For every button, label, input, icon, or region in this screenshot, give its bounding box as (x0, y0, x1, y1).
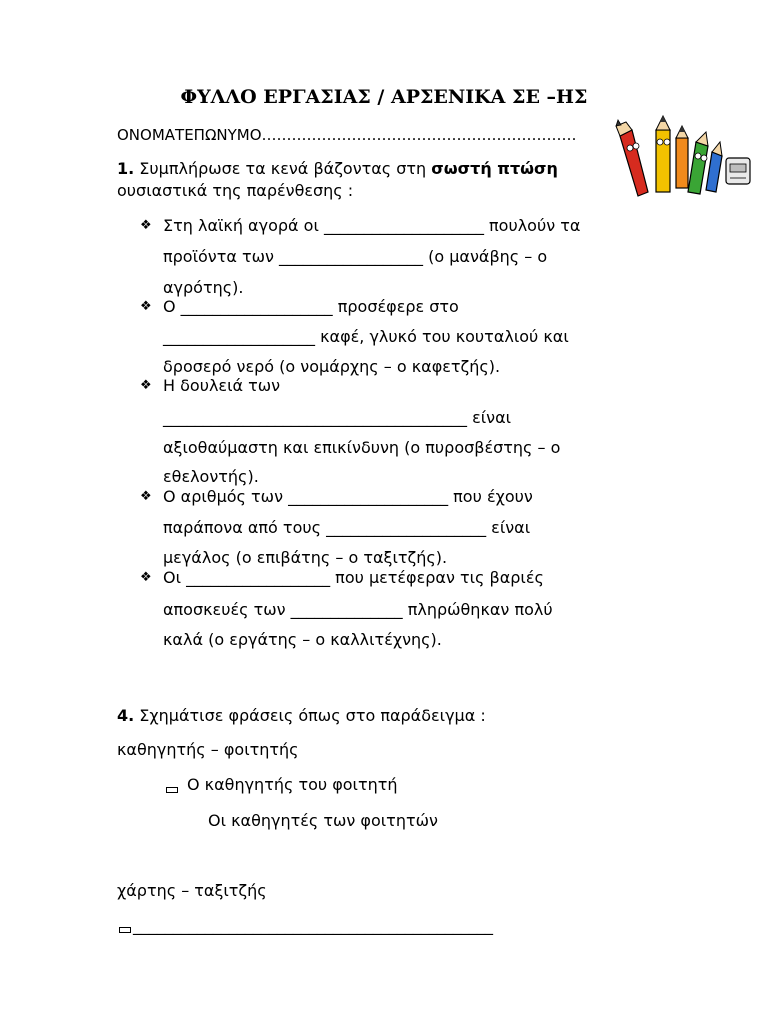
orange-pencil-icon (676, 126, 688, 188)
question-4-text: Σχημάτισε φράσεις όπως στο παράδειγμα : (134, 706, 486, 725)
list-item-line: Η δουλειά των (163, 376, 281, 395)
question-4-number: 4. (117, 706, 135, 725)
blue-pencil-icon (706, 142, 722, 192)
example-pair: καθηγητής – φοιτητής (117, 740, 299, 759)
question-1-line-2: ουσιαστικά της παρένθεσης : (117, 181, 354, 200)
worksheet-title: ΦΥΛΛΟ ΕΡΓΑΣΙΑΣ / ΑΡΣΕΝΙΚΑ ΣΕ –ΗΣ (180, 86, 588, 108)
bullet-icon: ❖ (140, 570, 152, 585)
list-item-line: Στη λαϊκή αγορά οι ____________________ πουλούν τα (163, 216, 581, 235)
list-item-line: ___________________ καφέ, γλυκό του κουταλιού και (163, 327, 569, 346)
question-1-number: 1. (117, 159, 135, 178)
list-item-line: Ο αριθμός των ____________________ που έχουν (163, 487, 533, 506)
list-item-line: ______________________________________ είναι (163, 408, 512, 427)
bullet-icon: ❖ (140, 299, 152, 314)
example-answer-2: Οι καθηγητές των φοιτητών (208, 811, 438, 830)
exercise-pair-2: χάρτης – ταξιτζής (117, 881, 267, 900)
question-4-line (117, 706, 486, 725)
arrow-box-icon (166, 786, 178, 794)
example-answer-1: Ο καθηγητής του φοιτητή (187, 775, 398, 794)
list-item-line: δροσερό νερό (ο νομάρχης – ο καφετζής). (163, 357, 501, 376)
question-1-text: Συμπλήρωσε τα κενά βάζοντας στη (134, 159, 432, 178)
bullet-icon: ❖ (140, 218, 152, 233)
pencils-clipart-icon (612, 108, 760, 202)
yellow-pencil-icon (656, 116, 670, 192)
question-1-bold-text: σωστή πτώση (431, 159, 558, 178)
list-item-line: εθελοντής). (163, 467, 259, 486)
list-item-line: προϊόντα των __________________ (ο μανάβης – ο (163, 247, 548, 266)
question-1-line-1 (117, 159, 558, 178)
list-item-line: Ο ___________________ προσέφερε στο (163, 297, 459, 316)
red-pencil-icon (616, 120, 648, 196)
answer-blank-line: _____________________________________________ (133, 916, 493, 935)
bullet-icon: ❖ (140, 378, 152, 393)
list-item-line: παράπονα από τους ____________________ είναι (163, 518, 531, 537)
list-item-line: αξιοθαύμαστη και επικίνδυνη (ο πυροσβέστης – ο (163, 438, 561, 457)
list-item-line: αγρότης). (163, 278, 244, 297)
sharpener-icon (726, 158, 750, 184)
name-line: ΟΝΟΜΑΤΕΠΩΝΥΜΟ……………………………………………………… (117, 126, 577, 144)
list-item-line: μεγάλος (ο επιβάτης – ο ταξιτζής). (163, 548, 448, 567)
list-item-line: Οι __________________ που μετέφεραν τις βαριές (163, 568, 544, 587)
green-pencil-icon (688, 132, 708, 194)
list-item-line: καλά (ο εργάτης – ο καλλιτέχνης). (163, 630, 442, 649)
list-item-line: αποσκευές των ______________ πληρώθηκαν πολύ (163, 600, 553, 619)
arrow-box-icon (119, 926, 131, 934)
bullet-icon: ❖ (140, 489, 152, 504)
